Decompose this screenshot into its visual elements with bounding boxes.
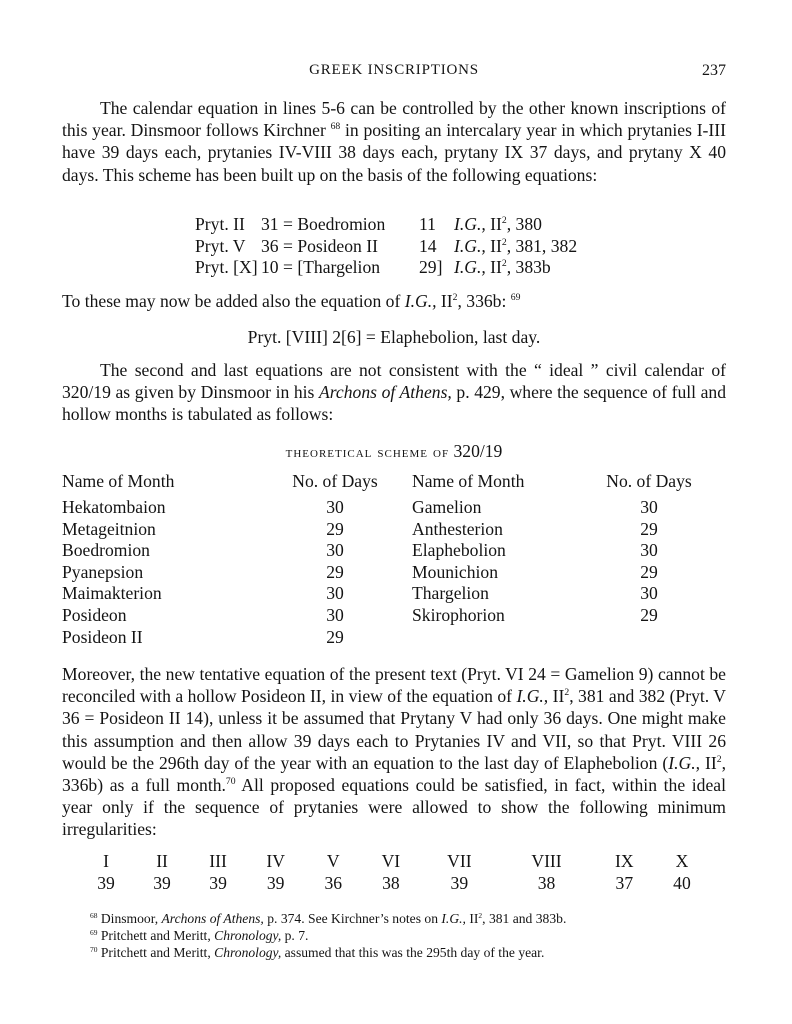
equation-day: 29] [419,257,443,277]
month-name: Elaphebolion [412,540,506,561]
month-days: 30 [326,540,344,561]
table-row [62,605,726,627]
roman-numeral: II [490,214,502,234]
month-scheme-table [62,471,726,648]
paragraph-calendar-equation [62,97,726,186]
scheme-year: 320/19 [453,441,503,461]
equation-source [454,214,577,236]
month-days: 30 [640,540,658,561]
equation-day: 14 [419,235,437,256]
month-days: 30 [640,497,658,517]
equation-row [195,214,577,236]
roman-numeral: II [490,257,502,277]
superscript: 2 [501,215,507,227]
superscript: 2 [501,236,507,248]
month-days: 30 [640,583,658,604]
reference-number: , 383b [506,257,551,277]
reference-number: , 336b: [457,291,507,311]
month-days: 29 [640,561,658,582]
prytany-days: 39 [153,873,171,893]
month-name: Skirophorion [412,604,505,625]
footnote-70 [90,944,726,961]
table-row [62,519,726,541]
paragraph-text: Moreover, the new tentative equation of the present text (Pryt. VI 24 = Gamelion 9) cannot be reconciled with a hollow Posideon II, in view of the equation of [62,664,726,707]
footnote-68 [90,910,726,927]
month-name: Posideon [62,604,127,625]
table-row [62,540,726,562]
paragraph-text: All proposed equations could be satisfied, in fact, within the ideal year only if the sequence of prytanies were allowed to show the following minimum irregularities: [62,775,726,840]
prytany-numeral: IX [615,851,634,871]
footnote-ref-69: 69 [510,292,521,304]
scheme-title-text: theoretical scheme of [285,444,450,461]
month-name: Anthesterion [412,518,503,539]
roman-numeral: II [465,911,479,926]
footnote-text: assumed that this was the 295th day of the year. [281,945,545,960]
month-days: 30 [326,497,344,517]
month-name: Thargelion [412,583,489,604]
prytany-numeral: VIII [531,851,562,871]
source-ref: I.G., [404,291,437,311]
footnote-text: p. 374. See Kirchner’s notes on [263,911,442,926]
paragraph-irregularities [62,663,726,841]
superscript: 2 [452,292,458,304]
paragraph-text: p. 429, where the sequence of full and hollow months is tabulated as follows: [62,382,727,425]
month-name: Pyanepsion [62,561,144,582]
equation-source [454,236,577,258]
page-number: 237 [702,62,726,79]
footnote-ref-70: 70 [225,776,236,788]
paragraph-new-equation [62,290,726,312]
prytany-numeral: III [209,851,227,871]
footnote-text: Pritchett and Meritt, [97,945,215,960]
table-row [62,583,726,605]
prytany-numeral: I [103,851,109,871]
source-ref: I.G., [454,257,486,277]
superscript: 2 [564,687,570,699]
month-days: 29 [326,561,344,582]
prytany-days: 36 [324,873,343,893]
reference-number: , 381, 382 [506,235,578,256]
superscript: 2 [501,258,507,270]
prytany-days: 39 [209,873,227,893]
prytany-numeral: VI [381,851,401,871]
month-name [412,627,572,649]
month-name: Metageitnion [62,518,156,539]
paragraph-text: , 381 and 382 (Pryt. V 36 = Posideon II 14), unless it be assumed that Prytany V had only 36 days. One might make this assumption and then allow 39 days each to Prytanies IV and VII, so that Pryt. VIII 26 would be the 296th day of the year with an equation to the last day of Elaphebolion ( [62,686,726,773]
month-name: Hekatombaion [62,497,166,517]
scheme-title [62,440,726,464]
prytany-numerals-row [78,850,710,872]
prytany-numeral: IV [266,851,285,871]
equation-day: 11 [419,214,436,234]
source-ref: I.G., [668,752,701,773]
column-header: No. of Days [606,471,692,491]
month-name: Posideon II [62,626,143,647]
paragraph-ideal-calendar [62,359,726,426]
equation-eq: 10 = [Thargelion [261,257,381,277]
footnote-number: 69 [90,927,98,937]
month-days: 29 [640,518,658,539]
month-days: 30 [326,604,344,625]
roman-numeral: II [436,291,453,311]
footnote-ref-68: 68 [330,121,341,133]
roman-numeral: II [700,752,717,773]
month-days [572,627,726,649]
table-row [62,497,726,519]
book-title: Chronology, [214,945,282,960]
month-days: 29 [326,518,344,539]
book-title: Archons of Athens, [318,382,452,403]
prytany-days: 39 [450,873,469,893]
equation-eq: 31 = Boedromion [261,214,386,234]
month-name: Boedromion [62,540,150,561]
roman-numeral: II [490,235,502,256]
equations-table [195,214,577,279]
table-row [62,562,726,584]
paragraph-text: , 336b) as a full month. [62,752,726,796]
central-equation: Pryt. [VIII] 2[6] = Elaphebolion, last day. [247,327,541,347]
superscript: 2 [478,910,483,920]
footnote-69 [90,927,726,944]
prytany-numeral: II [156,851,168,871]
equation-row [195,257,577,279]
column-header: Name of Month [412,471,525,491]
table-row [62,627,726,649]
paragraph-text: in positing an intercalary year in which prytanies I-III have 39 days each, prytanies IV-VIII 38 days each, prytany IX 37 days, and prytany X 40 days. This scheme has been built up on the basis of the following equations: [62,120,726,185]
prytany-table [78,850,710,894]
prytany-days: 39 [97,873,115,893]
reference-number: , 380 [506,214,542,234]
running-title: GREEK INSCRIPTIONS [309,62,479,78]
prytany-numeral: VII [447,851,472,871]
equation-pryt: Pryt. [X] [195,257,258,277]
column-header: No. of Days [292,471,378,491]
prytany-days: 39 [266,873,285,893]
column-header: Name of Month [62,471,175,491]
book-title: Archons of Athens, [161,911,264,926]
roman-numeral: II [548,686,565,707]
equation-pryt: Pryt. II [195,214,245,234]
prytany-days-row [78,872,710,894]
source-ref: I.G., [516,686,549,707]
footnote-text: p. 7. [281,928,309,943]
book-title: Chronology, [214,928,282,943]
prytany-days: 40 [673,873,691,893]
superscript: 2 [716,754,722,766]
footnotes [62,910,726,961]
source-ref: I.G., [441,911,466,926]
footnote-text: Dinsmoor, [97,911,162,926]
prytany-days: 38 [537,873,556,893]
equation-pryt: Pryt. V [195,235,246,256]
equation-eq: 36 = Posideon II [261,235,378,256]
equation-source [454,257,577,279]
footnote-text: Pritchett and Meritt, [97,928,215,943]
month-days: 29 [326,626,344,647]
footnote-text: , 381 and 383b. [482,911,567,926]
month-name: Maimakterion [62,583,162,604]
prytany-days: 37 [615,873,634,893]
month-name: Gamelion [412,497,482,517]
prytany-numeral: X [675,851,689,871]
month-name: Mounichion [412,561,499,582]
equation-row [195,236,577,258]
page-header [62,62,726,84]
footnote-number: 68 [90,910,98,920]
month-days: 30 [326,583,344,604]
table-header-row [62,471,726,497]
prytany-days: 38 [382,873,400,893]
month-days: 29 [640,604,658,625]
paragraph-text: The calendar equation in lines 5-6 can be controlled by the other known inscriptions of this year. Dinsmoor follows Kirchner [62,98,726,141]
prytany-numeral: V [326,851,340,871]
source-ref: I.G., [454,214,486,234]
paragraph-text: The second and last equations are not consistent with the “ ideal ” civil calendar of 320/19 as given by Dinsmoor in his [62,360,726,403]
paragraph-text: To these may now be added also the equation of [62,291,405,311]
footnote-number: 70 [90,944,98,954]
source-ref: I.G., [454,235,486,256]
